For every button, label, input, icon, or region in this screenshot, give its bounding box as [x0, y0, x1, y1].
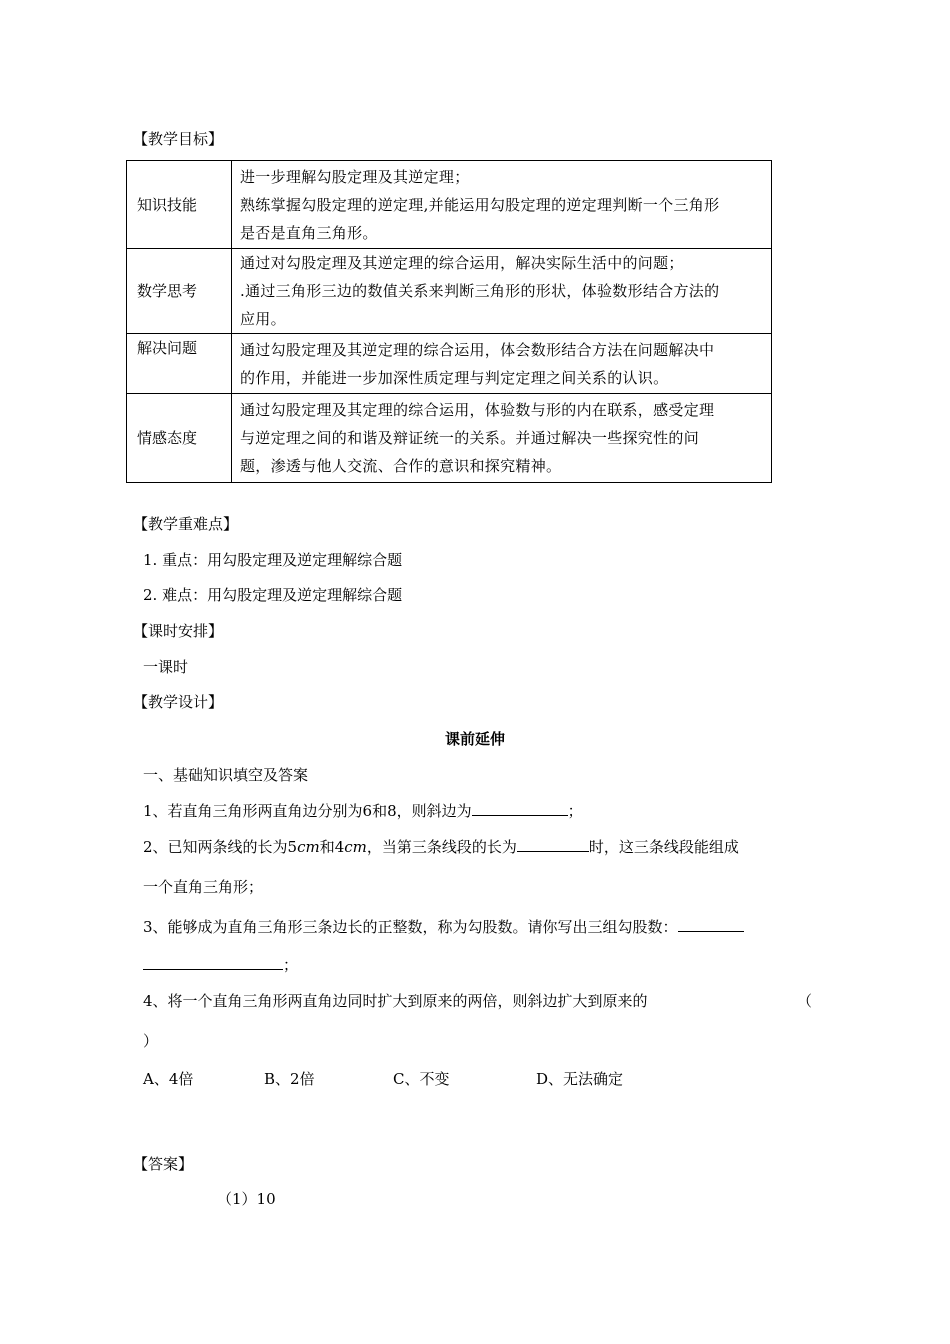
question-1 — [143, 800, 583, 821]
unit: cm — [297, 838, 320, 856]
category-cell: 解决问题 — [127, 334, 232, 394]
question-2 — [143, 836, 739, 857]
table-row — [127, 394, 772, 483]
description-line: .通过三角形三边的数值关系来判断三角形的形状，体验数形结合方法的 — [240, 282, 720, 300]
question-text: 和 — [319, 838, 335, 856]
description-cell — [232, 249, 772, 334]
question-4: 4、将一个直角三角形两直角边同时扩大到原来的两倍，则斜边扩大到原来的 — [143, 992, 648, 1010]
section-subtitle: 一、基础知识填空及答案 — [143, 766, 309, 784]
description-line: 题，渗透与他人交流、合作的意识和探究精神。 — [240, 457, 562, 475]
punctuation: ； — [567, 802, 583, 820]
question-text: ，当第三条线段的长为 — [366, 838, 517, 856]
answer-blank[interactable] — [517, 837, 589, 852]
answer-blank[interactable] — [472, 801, 568, 816]
description-line: 通过勾股定理及其逆定理的综合运用，体会数形结合方法在问题解决中 — [240, 340, 715, 359]
answer-heading: 【答案】 — [133, 1155, 194, 1173]
value: 5 — [287, 838, 298, 856]
question-3-continued — [143, 954, 298, 975]
option-b: B、2倍 — [264, 1070, 315, 1088]
question-2-continued: 一个直角三角形； — [143, 878, 264, 896]
objectives-heading: 【教学目标】 — [133, 130, 224, 148]
objectives-table — [126, 160, 772, 483]
description-cell — [232, 394, 772, 483]
question-3 — [143, 916, 744, 937]
option-d: D、无法确定 — [536, 1070, 624, 1088]
table-row — [127, 161, 772, 249]
description-cell — [232, 161, 772, 249]
question-text: 3、能够成为直角三角形三条边长的正整数，称为勾股数。请你写出三组勾股数： — [143, 918, 678, 936]
schedule-text: 一课时 — [143, 658, 189, 676]
key-point-item: 2. 难点：用勾股定理及逆定理解综合题 — [143, 586, 403, 604]
description-line: 熟练掌握勾股定理的逆定理,并能运用勾股定理的逆定理判断一个三角形 — [240, 195, 720, 214]
key-point-item: 1. 重点：用勾股定理及逆定理解综合题 — [143, 551, 403, 569]
answer-item: （1）10 — [217, 1190, 276, 1208]
answer-blank[interactable] — [678, 917, 744, 932]
question-text: 时，这三条线段能组成 — [588, 838, 739, 856]
schedule-heading: 【课时安排】 — [133, 622, 224, 640]
option-a: A、4倍 — [143, 1070, 194, 1088]
section-title: 课前延伸 — [444, 730, 505, 748]
description-line: 应用。 — [240, 310, 286, 328]
value: 4 — [334, 838, 345, 856]
option-c: C、不变 — [393, 1070, 450, 1088]
answer-paren-close: ） — [143, 1032, 159, 1050]
description-line: 是否是直角三角形。 — [240, 223, 378, 242]
description-line: 的作用，并能进一步加深性质定理与判定定理之间关系的认识。 — [240, 368, 669, 387]
unit: cm — [344, 838, 367, 856]
category-cell: 数学思考 — [127, 249, 232, 334]
punctuation: ； — [283, 956, 299, 974]
category-cell: 情感态度 — [127, 394, 232, 483]
description-line: 与逆定理之间的和谐及辩证统一的关系。并通过解决一些探究性的问 — [240, 429, 700, 447]
description-line: 通过对勾股定理及其逆定理的综合运用，解决实际生活中的问题； — [240, 254, 684, 272]
table-row — [127, 249, 772, 334]
description-line: 通过勾股定理及其定理的综合运用，体验数与形的内在联系，感受定理 — [240, 401, 715, 419]
answer-blank[interactable] — [143, 955, 283, 970]
key-points-heading: 【教学重难点】 — [133, 515, 239, 533]
design-heading: 【教学设计】 — [133, 693, 224, 711]
answer-paren-open: （ — [797, 992, 813, 1010]
table-row — [127, 334, 772, 394]
description-line: 进一步理解勾股定理及其逆定理； — [240, 167, 470, 186]
question-text: 1、若直角三角形两直角边分别为6和8，则斜边为 — [143, 802, 472, 820]
description-cell — [232, 334, 772, 394]
question-text: 2、已知两条线的长为 — [143, 838, 288, 856]
category-cell: 知识技能 — [127, 161, 232, 249]
